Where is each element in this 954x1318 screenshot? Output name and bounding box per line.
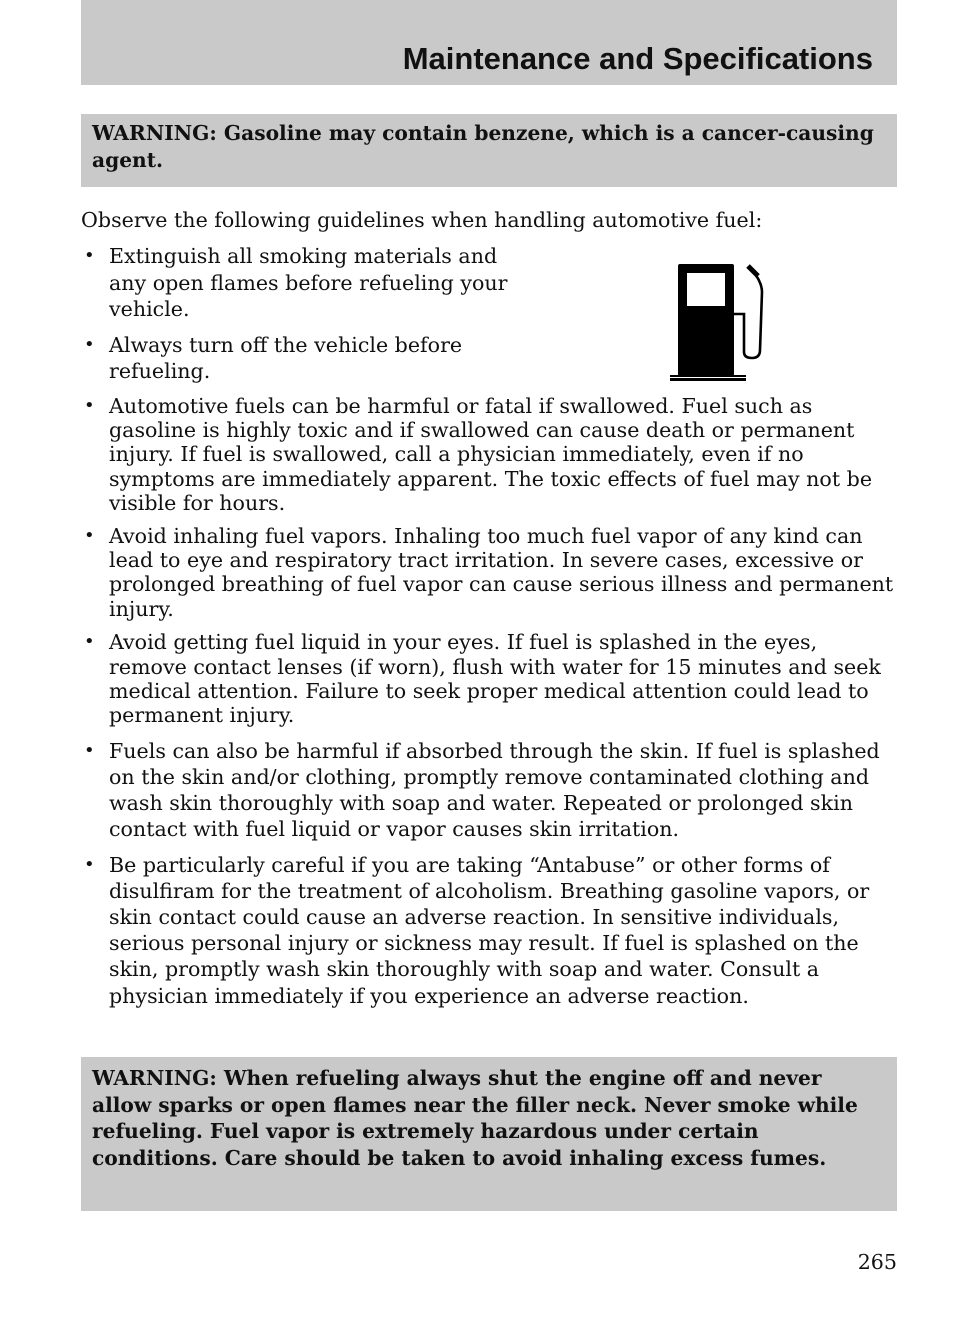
page-number: 265 xyxy=(857,1250,897,1274)
guidelines-list xyxy=(81,243,901,1009)
fuel-pump-icon xyxy=(668,262,768,382)
warning-refueling: WARNING: When refueling always shut the engine off and never allow sparks or open flames near the filler neck. Never smoke while refueling. Fuel vapor is extremely hazardous under certain conditions. Care should be taken to avoid inhaling excess fumes. xyxy=(81,1057,897,1211)
page-header xyxy=(81,0,897,85)
list-item: • Avoid inhaling fuel vapors. Inhaling too much fuel vapor of any kind can lead to eye and respiratory tract irritation. In severe cases, excessive or prolonged breathing of fuel vapor can cause serious illness and permanent injury. xyxy=(81,524,901,622)
list-item: • Avoid getting fuel liquid in your eyes. If fuel is splashed in the eyes, remove contact lenses (if worn), flush with water for 15 minutes and seek medical attention. Failure to seek proper medical attention could lead to permanent injury. xyxy=(81,630,901,728)
page-title: Maintenance and Specifications xyxy=(402,41,873,76)
intro-text: Observe the following guidelines when handling automotive fuel: xyxy=(81,208,763,232)
warning-benzene: WARNING: Gasoline may contain benzene, which is a cancer-causing agent. xyxy=(81,114,897,187)
list-item: • Always turn off the vehicle before refueling. xyxy=(81,332,509,385)
list-item: • Automotive fuels can be harmful or fatal if swallowed. Fuel such as gasoline is highly toxic and if swallowed can cause death or permanent injury. If fuel is swallowed, call a physician immediately, even if no symptoms are immediately apparent. The toxic effects of fuel may not be visible for hours. xyxy=(81,394,901,516)
list-item: • Be particularly careful if you are taking “Antabuse” or other forms of disulfiram for the treatment of alcoholism. Breathing gasoline vapors, or skin contact could cause an adverse reaction. In sensitive individuals, serious personal injury or sickness may result. If fuel is splashed on the skin, promptly wash skin thoroughly with soap and water. Consult a physician immediately if you experience an adverse reaction. xyxy=(81,852,901,1009)
list-item: • Extinguish all smoking materials and any open flames before refueling your vehicle. xyxy=(81,243,509,323)
list-item: • Fuels can also be harmful if absorbed through the skin. If fuel is splashed on the skin and/or clothing, promptly remove contaminated clothing and wash skin thoroughly with soap and water. Repeated or prolonged skin contact with fuel liquid or vapor causes skin irritation. xyxy=(81,738,901,843)
